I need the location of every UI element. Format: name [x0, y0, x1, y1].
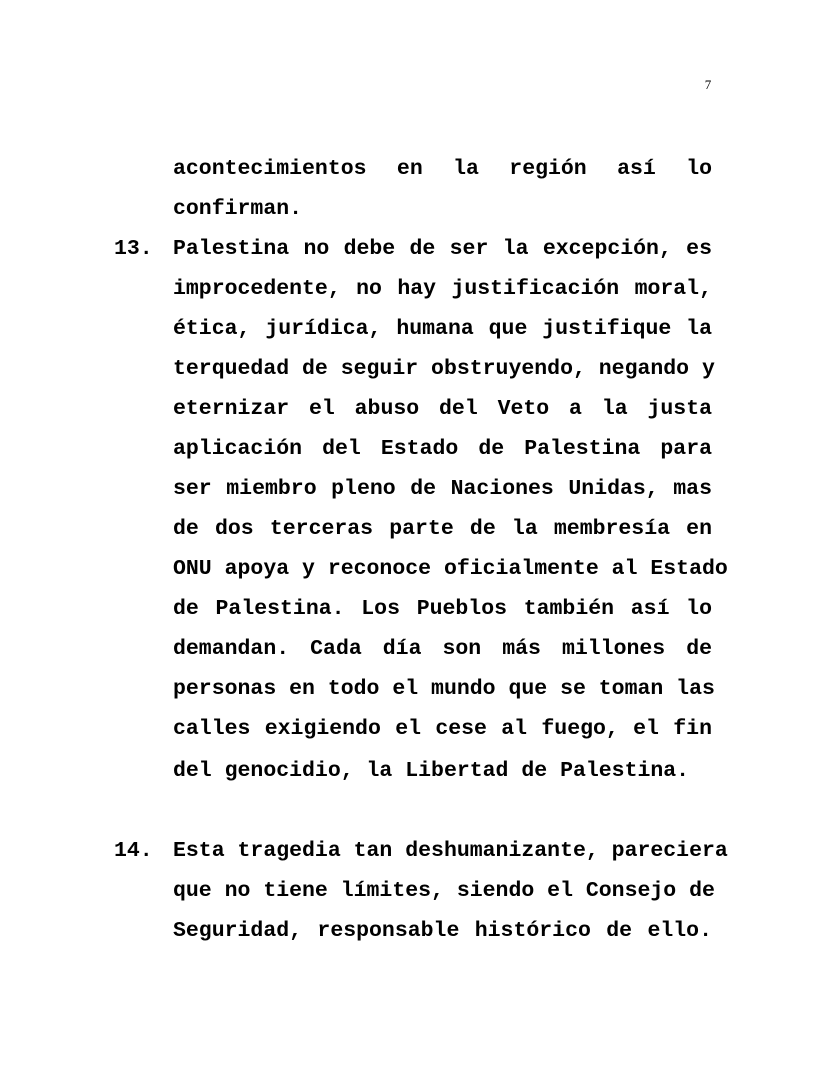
text-line: del genocidio, la Libertad de Palestina.: [173, 759, 690, 783]
text-line: aplicación del Estado de Palestina para: [173, 437, 712, 461]
page-number: 7: [704, 77, 712, 92]
text-line: Seguridad, responsable histórico de ello.: [173, 919, 712, 943]
paragraph-number: 14.: [114, 839, 153, 863]
text-line: confirman.: [173, 197, 303, 221]
text-line: eternizar el abuso del Veto a la justa: [173, 397, 712, 421]
text-line: que no tiene límites, siendo el Consejo de: [173, 879, 715, 903]
text-line: terquedad de seguir obstruyendo, negando y: [173, 357, 715, 381]
text-line: Esta tragedia tan deshumanizante, pareciera: [173, 839, 728, 863]
text-line: improcedente, no hay justificación moral,: [173, 277, 712, 301]
text-line: acontecimientos en la región así lo: [173, 157, 712, 181]
text-line: calles exigiendo el cese al fuego, el fin: [173, 717, 712, 741]
text-line: de dos terceras parte de la membresía en: [173, 517, 712, 541]
text-line: ética, jurídica, humana que justifique la: [173, 317, 712, 341]
text-line: Palestina no debe de ser la excepción, es: [173, 237, 712, 261]
paragraph-number: 13.: [114, 237, 153, 261]
text-line: de Palestina. Los Pueblos también así lo: [173, 597, 712, 621]
text-line: ONU apoya y reconoce oficialmente al Estado: [173, 557, 728, 581]
text-line: ser miembro pleno de Naciones Unidas, mas: [173, 477, 712, 501]
text-line: personas en todo el mundo que se toman las: [173, 677, 715, 701]
text-line: demandan. Cada día son más millones de: [173, 637, 712, 661]
